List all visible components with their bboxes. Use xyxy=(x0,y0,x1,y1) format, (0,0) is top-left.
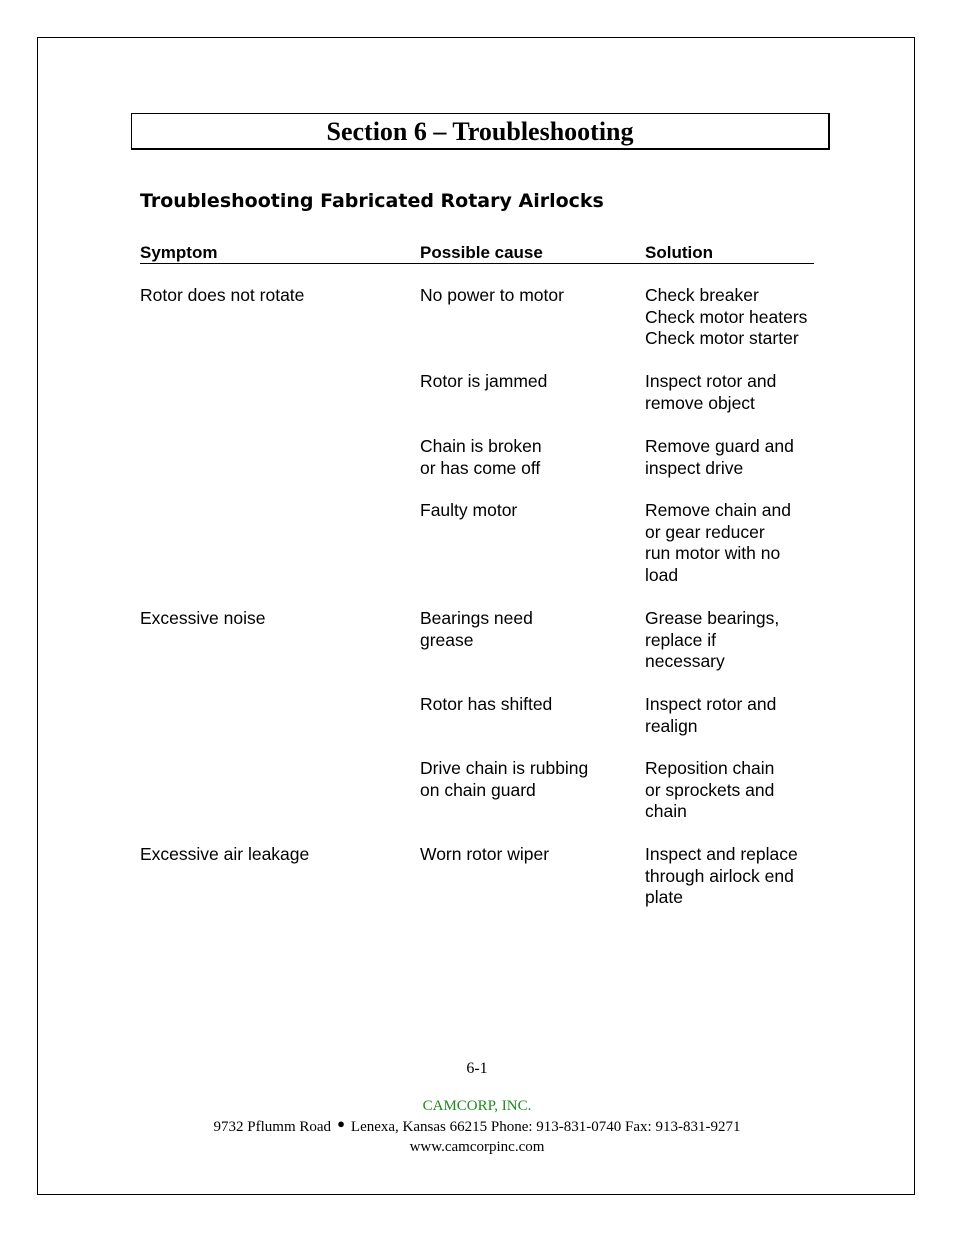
row-cause: Rotor is jammed xyxy=(420,371,548,391)
header-solution: Solution xyxy=(645,243,713,262)
row-solution: Reposition chain or sprockets and chain xyxy=(645,758,775,822)
row-solution: Check breaker Check motor heaters Check motor starter xyxy=(645,285,808,349)
page-subtitle: Troubleshooting Fabricated Rotary Airlocks xyxy=(140,190,604,212)
company-website: www.camcorpinc.com xyxy=(409,1139,545,1155)
row-symptom: Excessive air leakage xyxy=(140,844,310,864)
row-symptom: Rotor does not rotate xyxy=(140,285,305,305)
row-solution: Grease bearings, replace if necessary xyxy=(645,608,780,672)
row-solution: Inspect and replace through airlock end plate xyxy=(645,844,798,908)
row-cause: Drive chain is rubbing on chain guard xyxy=(420,758,589,800)
section-title: Section 6 – Troubleshooting xyxy=(131,113,830,150)
company-address xyxy=(0,1116,954,1136)
row-solution: Inspect rotor and realign xyxy=(645,694,777,736)
row-solution: Remove guard and inspect drive xyxy=(645,436,794,478)
header-cause: Possible cause xyxy=(420,243,543,262)
address-street: 9732 Pflumm Road xyxy=(213,1119,332,1135)
row-cause: Chain is broken or has come off xyxy=(420,436,542,478)
row-cause: Faulty motor xyxy=(420,500,518,520)
row-symptom: Excessive noise xyxy=(140,608,266,628)
row-cause: Bearings need grease xyxy=(420,608,533,650)
row-solution: Remove chain and or gear reducer run motor with no load xyxy=(645,500,791,585)
row-cause: Worn rotor wiper xyxy=(420,844,550,864)
row-solution: Inspect rotor and remove object xyxy=(645,371,777,413)
row-cause: Rotor has shifted xyxy=(420,694,553,714)
header-symptom: Symptom xyxy=(140,243,218,262)
page-number: 6-1 xyxy=(466,1060,488,1077)
company-name: CAMCORP, INC. xyxy=(422,1098,532,1114)
header-underline xyxy=(140,263,814,264)
bullet-separator-icon: ● xyxy=(337,1116,345,1131)
row-cause: No power to motor xyxy=(420,285,564,305)
address-rest: Lenexa, Kansas 66215 Phone: 913-831-0740 Fax: 913-831-9271 xyxy=(350,1119,741,1135)
